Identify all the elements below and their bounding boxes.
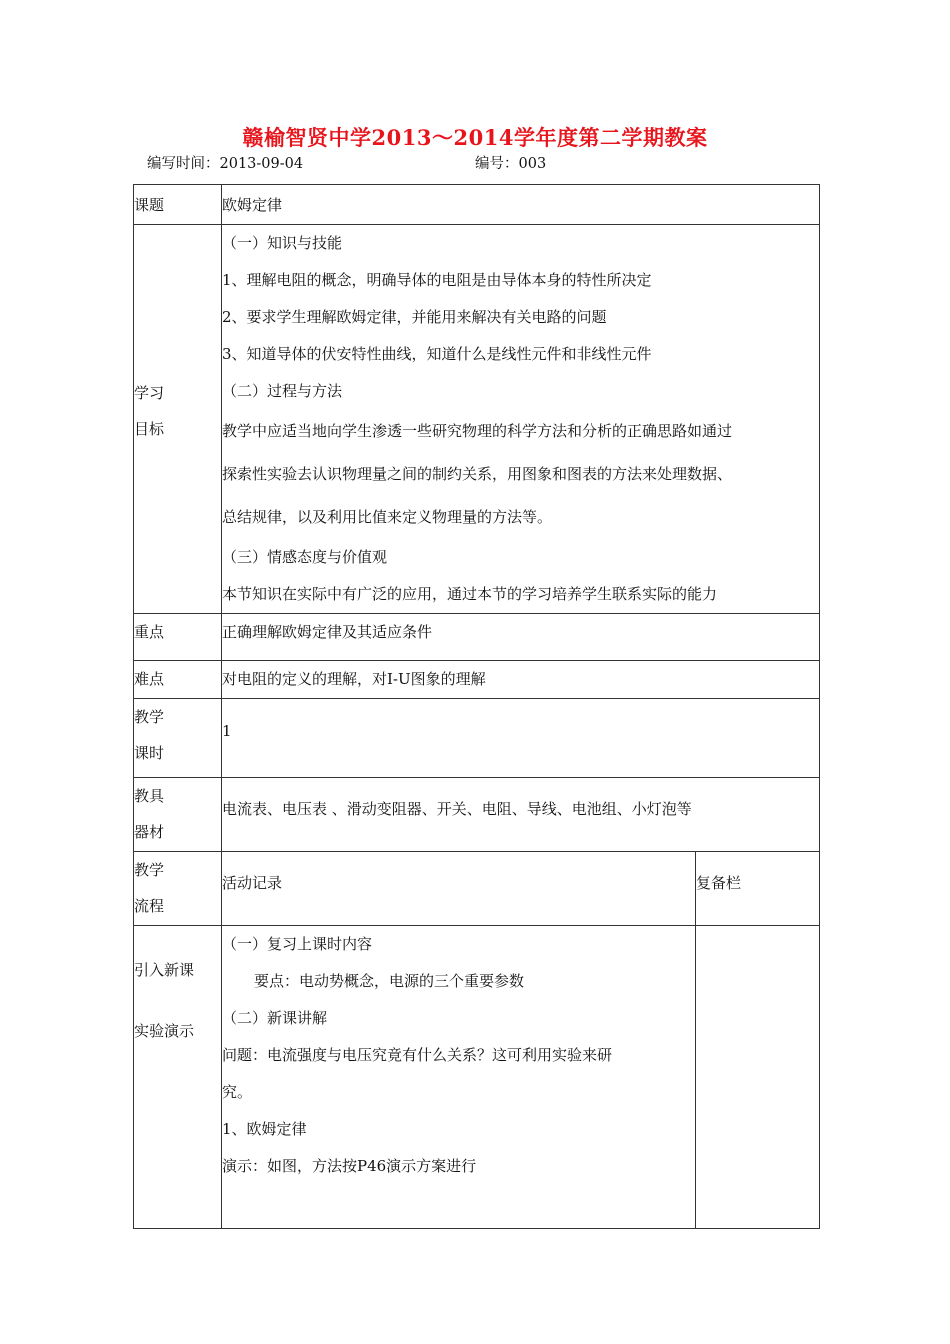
flow-header-label-line: 流程: [134, 897, 165, 915]
flow-stages: [134, 926, 222, 1229]
goals-label: [134, 225, 222, 614]
difficulties-row: [134, 661, 820, 699]
review-notes-content: [696, 926, 820, 1229]
flow-stage: 实验演示: [134, 1022, 195, 1040]
hours-value: 1: [222, 699, 820, 778]
goal-line: 3、知道导体的伏安特性曲线，知道什么是线性元件和非线性元件: [222, 345, 652, 363]
flow-row: [134, 926, 820, 1229]
goal-line: 1、理解电阻的概念，明确导体的电阻是由导体本身的特性所决定: [222, 271, 652, 289]
flow-line: （一）复习上课时内容: [222, 935, 373, 953]
goal-line: 探索性实验去认识物理量之间的制约关系，用图象和图表的方法来处理数据、: [222, 465, 733, 483]
topic-row: [134, 185, 820, 225]
key-points-row: [134, 614, 820, 661]
goal-line: （三）情感态度与价值观: [222, 548, 388, 566]
goal-line: （二）过程与方法: [222, 382, 343, 400]
flow-line: 问题：电流强度与电压究竟有什么关系？这可利用实验来研: [222, 1046, 613, 1064]
review-notes-header: 复备栏: [696, 852, 820, 926]
key-points-value: 正确理解欧姆定律及其适应条件: [222, 614, 820, 661]
activity-record-header: 活动记录: [222, 852, 696, 926]
goal-line: 本节知识在实际中有广泛的应用，通过本节的学习培养学生联系实际的能力: [222, 585, 718, 603]
flow-line: 要点：电动势概念，电源的三个重要参数: [254, 972, 525, 990]
hours-label: [134, 699, 222, 778]
topic-label: 课题: [134, 185, 222, 225]
flow-header-label-line: 教学: [134, 861, 165, 879]
equipment-row: [134, 778, 820, 852]
equipment-label: [134, 778, 222, 852]
difficulties-label: 难点: [134, 661, 222, 699]
goal-line: 2、要求学生理解欧姆定律，并能用来解决有关电路的问题: [222, 308, 607, 326]
flow-header-label: [134, 852, 222, 926]
flow-line: （二）新课讲解: [222, 1009, 328, 1027]
equipment-value: 电流表、电压表 、滑动变阻器、开关、电阻、导线、电池组、小灯泡等: [222, 778, 820, 852]
equipment-label-line: 器材: [134, 823, 165, 841]
flow-line: 究。: [222, 1083, 253, 1101]
key-points-label: 重点: [134, 614, 222, 661]
goal-line: 教学中应适当地向学生渗透一些研究物理的科学方法和分析的正确思路如通过: [222, 422, 733, 440]
activity-record-content: [222, 926, 696, 1229]
goals-content: [222, 225, 820, 614]
goal-line: （一）知识与技能: [222, 234, 343, 252]
topic-value: 欧姆定律: [222, 185, 820, 225]
flow-line: 1、欧姆定律: [222, 1120, 307, 1138]
equipment-label-line: 教具: [134, 787, 165, 805]
difficulties-value: 对电阻的定义的理解，对I-U图象的理解: [222, 661, 820, 699]
flow-header-row: [134, 852, 820, 926]
date-label: 编写时间：2013-09-04: [147, 156, 304, 172]
flow-line: 演示：如图，方法按P46演示方案进行: [222, 1157, 477, 1175]
page-title: 赣榆智贤中学2013～2014学年度第二学期教案: [242, 125, 708, 150]
number-label: 编号：003: [475, 156, 547, 172]
goal-line: 总结规律，以及利用比值来定义物理量的方法等。: [222, 508, 553, 526]
goals-label-line: 目标: [134, 420, 165, 438]
goals-row: [134, 225, 820, 614]
lesson-plan-table: [133, 184, 820, 1229]
hours-label-line: 教学: [134, 708, 165, 726]
hours-row: [134, 699, 820, 778]
flow-stage: 引入新课: [134, 961, 195, 979]
hours-label-line: 课时: [134, 744, 165, 762]
goals-label-line: 学习: [134, 384, 165, 402]
